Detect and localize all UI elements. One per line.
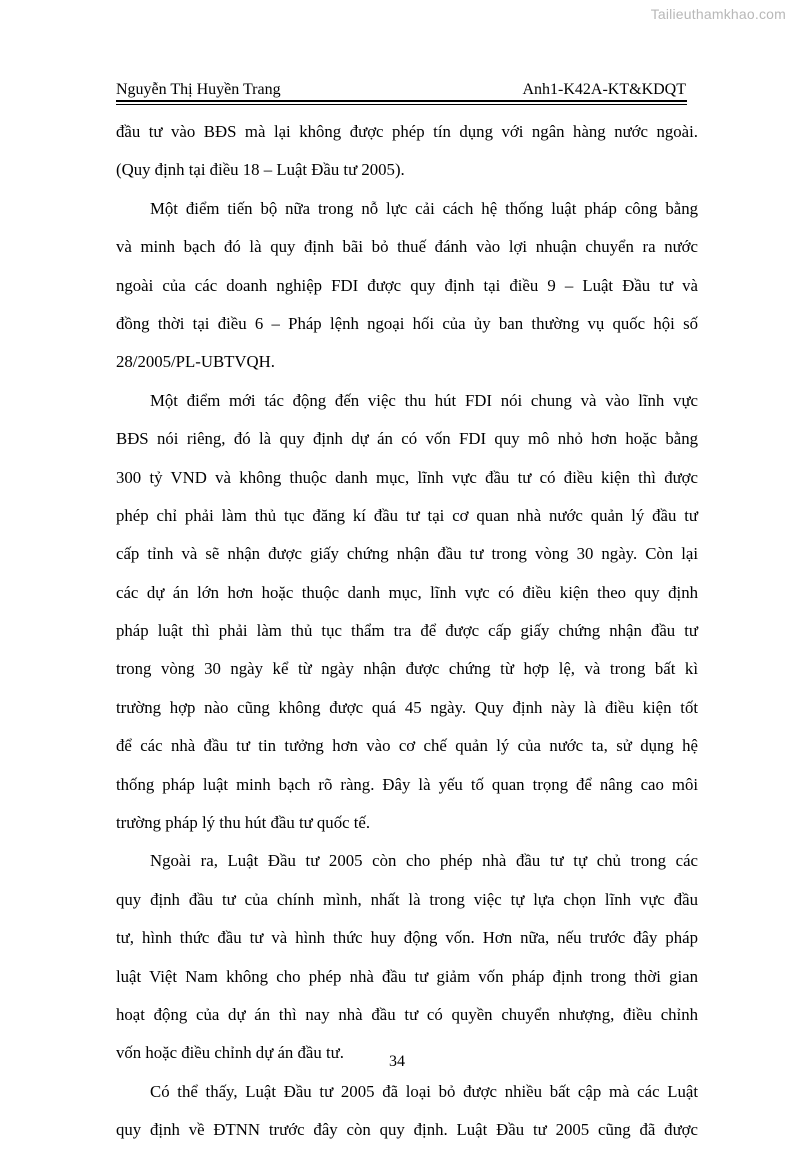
text-line: tư, hình thức đầu tư và hình thức huy động vốn. Hơn nữa, nếu trước đây pháp [116, 928, 698, 948]
header-rule-thin [116, 104, 687, 105]
text-line: để các nhà đầu tư tin tưởng hơn vào cơ chế quản lý của nước ta, sử dụng hệ [116, 736, 698, 756]
text-line: trong vòng 30 ngày kể từ ngày nhận được chứng từ hợp lệ, và trong bất kì [116, 659, 698, 679]
text-line: cấp tỉnh và sẽ nhận được giấy chứng nhận đầu tư trong vòng 30 ngày. Còn lại [116, 544, 698, 564]
text-line: BĐS nói riêng, đó là quy định dự án có vốn FDI quy mô nhỏ hơn hoặc bằng [116, 429, 698, 449]
text-line: ngoài của các doanh nghiệp FDI được quy định tại điều 9 – Luật Đầu tư và [116, 275, 698, 295]
text-line: 28/2005/PL-UBTVQH. [116, 352, 275, 372]
text-line: (Quy định tại điều 18 – Luật Đầu tư 2005). [116, 160, 405, 180]
text-line: 300 tỷ VND và không thuộc danh mục, lĩnh vực đầu tư có điều kiện thì được [116, 467, 698, 487]
text-line: và minh bạch đó là quy định bãi bỏ thuế đánh vào lợi nhuận chuyển ra nước [116, 237, 698, 257]
text-line: luật Việt Nam không cho phép nhà đầu tư giảm vốn pháp định trong thời gian [116, 966, 698, 986]
text-line: phép chỉ phải làm thủ tục đăng kí đầu tư tại cơ quan nhà nước quản lý đầu tư [116, 505, 698, 525]
text-line: đồng thời tại điều 6 – Pháp lệnh ngoại hối của ủy ban thường vụ quốc hội số [116, 313, 698, 333]
text-line: pháp luật thì phải làm thủ tục thẩm tra để được cấp giấy chứng nhận đầu tư [116, 621, 698, 641]
text-line: quy định về ĐTNN trước đây còn quy định. Luật Đầu tư 2005 cũng đã được [116, 1120, 698, 1140]
text-line: Một điểm mới tác động đến việc thu hút FDI nói chung và vào lĩnh vực [150, 390, 698, 410]
text-line: vốn hoặc điều chỉnh dự án đầu tư. [116, 1043, 344, 1063]
text-line: thống pháp luật minh bạch rõ ràng. Đây là yếu tố quan trọng để nâng cao môi [116, 774, 698, 794]
page-header [116, 76, 686, 100]
text-line: đầu tư vào BĐS mà lại không được phép tín dụng với ngân hàng nước ngoài. [116, 122, 698, 141]
text-line: hoạt động của dự án thì nay nhà đầu tư có quyền chuyển nhượng, điều chỉnh [116, 1004, 698, 1024]
text-line: trường pháp lý thu hút đầu tư quốc tế. [116, 813, 371, 833]
header-rule-thick [116, 100, 687, 102]
text-line: trường hợp nào cũng không được quá 45 ngày. Quy định này là điều kiện tốt [116, 697, 698, 717]
text-line: quy định đầu tư của chính mình, nhất là trong việc tự lựa chọn lĩnh vực đầu [116, 889, 698, 909]
text-line: Có thể thấy, Luật Đầu tư 2005 đã loại bỏ được nhiều bất cập mà các Luật [150, 1081, 698, 1101]
header-author: Nguyễn Thị Huyền Trang [116, 81, 281, 98]
text-line: Một điểm tiến bộ nữa trong nỗ lực cải cách hệ thống luật pháp công bằng [150, 198, 698, 218]
body-text [116, 113, 698, 1150]
header-class-code: Anh1-K42A-KT&KDQT [522, 81, 686, 98]
watermark-text: Tailieuthamkhao.com [650, 6, 786, 22]
text-line: Ngoài ra, Luật Đầu tư 2005 còn cho phép nhà đầu tư tự chủ trong các [150, 851, 698, 871]
text-line: các dự án lớn hơn hoặc thuộc danh mục, lĩnh vực có điều kiện theo quy định [116, 582, 698, 602]
page-number: 34 [389, 1053, 405, 1070]
